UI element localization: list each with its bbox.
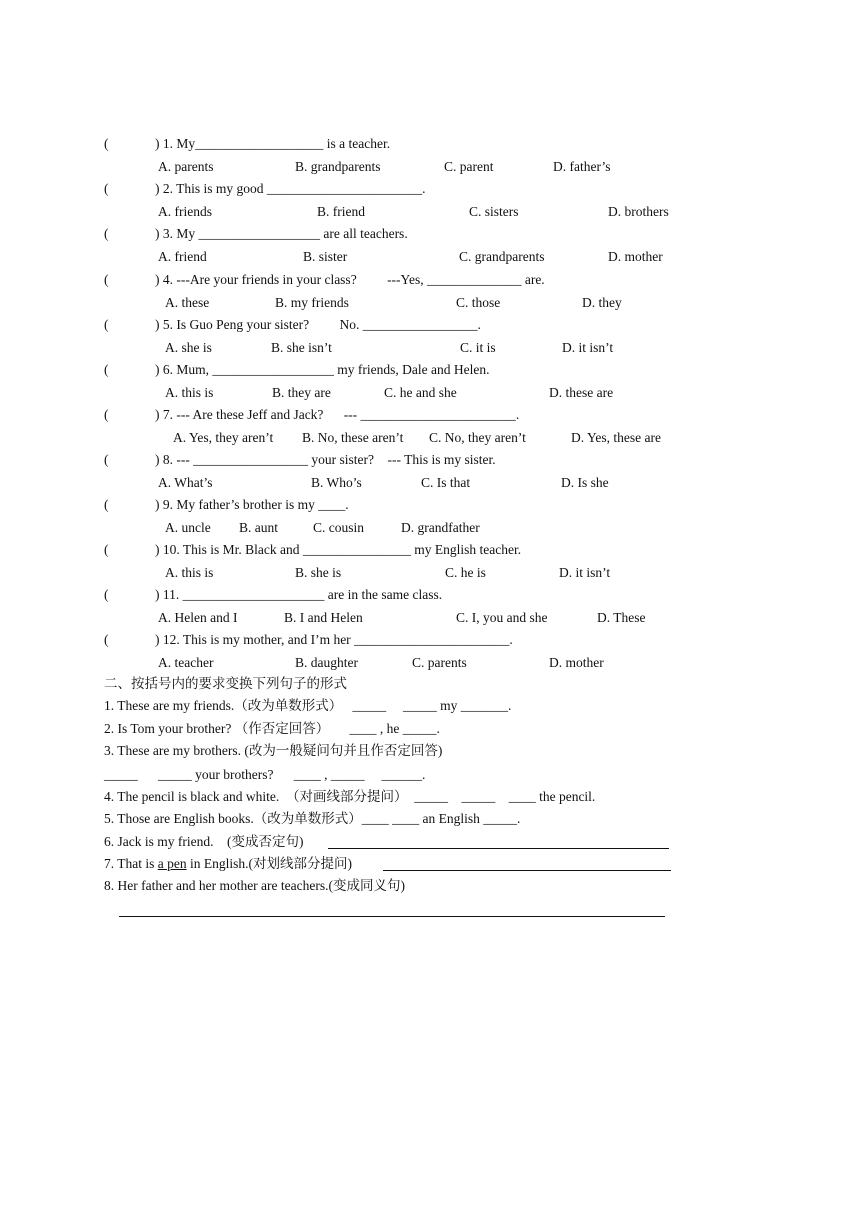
- option-a[interactable]: A. Yes, they aren’t: [173, 430, 274, 445]
- question-num: ) 3. My: [155, 226, 196, 241]
- question-blank[interactable]: ___________________: [195, 136, 324, 151]
- option-d[interactable]: D. it isn’t: [559, 565, 611, 580]
- question-blank[interactable]: ____: [314, 497, 346, 512]
- option-c[interactable]: C. I, you and she: [456, 610, 548, 625]
- option-a[interactable]: A. friends: [158, 204, 212, 219]
- option-c[interactable]: C. he is: [445, 565, 486, 580]
- option-b[interactable]: B. friend: [317, 204, 365, 219]
- question-paren: (: [104, 587, 109, 602]
- transform-item-6: 6. Jack is my friend. (变成否定句): [104, 834, 304, 849]
- question-blank[interactable]: ________________: [299, 542, 411, 557]
- question-9: [155, 497, 349, 513]
- option-c[interactable]: C. he and she: [384, 385, 457, 400]
- question-7: [155, 407, 519, 423]
- question-12: [155, 632, 513, 648]
- question-tail: .: [345, 497, 349, 512]
- option-a[interactable]: A. this is: [165, 385, 214, 400]
- question-num: ) 11.: [155, 587, 180, 602]
- question-blank[interactable]: ---Yes, ______________: [356, 272, 522, 287]
- question-paren: (: [104, 181, 109, 196]
- question-blank[interactable]: _______________________: [350, 632, 510, 647]
- option-d[interactable]: D. mother: [608, 249, 663, 264]
- question-paren: (: [104, 226, 109, 241]
- option-d[interactable]: D. mother: [549, 655, 604, 670]
- answer-line-7: [383, 870, 671, 871]
- question-blank[interactable]: _______________________: [263, 181, 423, 196]
- option-d[interactable]: D. father’s: [553, 159, 611, 174]
- option-d[interactable]: D. these are: [549, 385, 614, 400]
- question-num: ) 12. This is my mother, and I’m her: [155, 632, 351, 647]
- question-paren: (: [104, 542, 109, 557]
- question-blank[interactable]: No. _________________: [309, 317, 478, 332]
- question-2: [155, 181, 426, 197]
- option-d[interactable]: D. brothers: [608, 204, 669, 219]
- question-blank[interactable]: __________________: [209, 362, 334, 377]
- transform-item-5: 5. Those are English books.（改为单数形式）____ ____ an English _____.: [104, 811, 521, 826]
- option-b[interactable]: B. they are: [272, 385, 331, 400]
- question-paren: (: [104, 632, 109, 647]
- option-c[interactable]: C. those: [456, 295, 501, 310]
- question-tail: my English teacher.: [410, 542, 522, 557]
- option-a[interactable]: A. uncle: [165, 520, 211, 535]
- option-d[interactable]: D. it isn’t: [562, 340, 614, 355]
- option-c[interactable]: C. it is: [460, 340, 496, 355]
- question-3: [155, 226, 408, 242]
- option-d[interactable]: D. Is she: [561, 475, 609, 490]
- question-paren: (: [104, 362, 109, 377]
- option-a[interactable]: A. parents: [158, 159, 214, 174]
- answer-line-6: [328, 848, 669, 849]
- option-c[interactable]: C. cousin: [313, 520, 365, 535]
- question-tail: my friends, Dale and Helen.: [333, 362, 490, 377]
- option-a[interactable]: A. Helen and I: [158, 610, 238, 625]
- transform-item-4: 4. The pencil is black and white. （对画线部分提问） _____ _____ ____ the pencil.: [104, 789, 596, 804]
- question-num: ) 8. ---: [155, 452, 190, 467]
- transform-item-3: 3. These are my brothers. (改为一般疑问句并且作否定回答): [104, 743, 443, 758]
- option-b[interactable]: B. No, these aren’t: [302, 430, 404, 445]
- question-num: ) 6. Mum,: [155, 362, 209, 377]
- option-b[interactable]: B. daughter: [295, 655, 358, 670]
- question-tail: are in the same class.: [324, 587, 443, 602]
- option-a[interactable]: A. friend: [158, 249, 207, 264]
- question-blank[interactable]: --- _______________________: [323, 407, 516, 422]
- question-paren: (: [104, 407, 109, 422]
- option-b[interactable]: B. she is: [295, 565, 342, 580]
- transform-item-7: 7. That is a pen in English.(对划线部分提问): [104, 856, 352, 871]
- option-a[interactable]: A. these: [165, 295, 210, 310]
- question-4: [155, 272, 545, 288]
- question-tail: .: [515, 407, 520, 422]
- question-5: [155, 317, 481, 333]
- question-num: ) 5. Is Guo Peng your sister?: [155, 317, 310, 332]
- answer-line-8: [119, 916, 665, 917]
- question-11: [155, 587, 442, 603]
- transform-item-2: 2. Is Tom your brother? （作否定回答） ____ , he _____.: [104, 721, 440, 736]
- question-tail: .: [509, 632, 513, 647]
- option-d[interactable]: D. they: [582, 295, 622, 310]
- option-b[interactable]: B. I and Helen: [284, 610, 363, 625]
- question-num: ) 9. My father’s brother is my: [155, 497, 315, 512]
- question-num: ) 4. ---Are your friends in your class?: [155, 272, 357, 287]
- option-c[interactable]: C. parents: [412, 655, 467, 670]
- question-num: ) 1. My: [155, 136, 196, 151]
- option-a[interactable]: A. she is: [165, 340, 212, 355]
- question-10: [155, 542, 521, 558]
- option-b[interactable]: B. my friends: [275, 295, 349, 310]
- option-b[interactable]: B. she isn’t: [271, 340, 332, 355]
- question-8: [155, 452, 496, 468]
- option-d[interactable]: D. These: [597, 610, 646, 625]
- question-paren: (: [104, 317, 109, 332]
- question-blank[interactable]: _____________________: [179, 587, 325, 602]
- option-c[interactable]: C. sisters: [469, 204, 519, 219]
- question-tail: .: [422, 181, 426, 196]
- option-a[interactable]: A. teacher: [158, 655, 214, 670]
- question-6: [155, 362, 489, 378]
- option-c[interactable]: C. No, they aren’t: [429, 430, 526, 445]
- question-tail: are all teachers.: [320, 226, 408, 241]
- question-num: ) 2. This is my good: [155, 181, 264, 196]
- option-d[interactable]: D. grandfather: [401, 520, 480, 535]
- section-2-heading: 二、按括号内的要求变换下列句子的形式: [104, 676, 347, 691]
- question-1: [155, 136, 390, 152]
- option-b[interactable]: B. grandparents: [295, 159, 381, 174]
- option-c[interactable]: C. Is that: [421, 475, 471, 490]
- question-blank[interactable]: __________________: [195, 226, 320, 241]
- question-paren: (: [104, 497, 109, 512]
- question-tail: your sister? --- This is my sister.: [307, 452, 496, 467]
- option-d[interactable]: D. Yes, these are: [571, 430, 661, 445]
- question-num: ) 7. --- Are these Jeff and Jack?: [155, 407, 324, 422]
- question-tail: is a teacher.: [323, 136, 391, 151]
- underlined-phrase: a pen: [157, 856, 187, 871]
- question-paren: (: [104, 452, 109, 467]
- question-paren: (: [104, 136, 109, 151]
- question-tail: .: [477, 317, 481, 332]
- option-a[interactable]: A. this is: [165, 565, 214, 580]
- transform-item-1: 1. These are my friends.（改为单数形式） _____ _____ my _______.: [104, 698, 512, 713]
- question-tail: are.: [521, 272, 545, 287]
- option-b[interactable]: B. sister: [303, 249, 348, 264]
- option-c[interactable]: C. parent: [444, 159, 494, 174]
- question-paren: (: [104, 272, 109, 287]
- question-num: ) 10. This is Mr. Black and: [155, 542, 300, 557]
- transform-item-8: 8. Her father and her mother are teachers.(变成同义句): [104, 878, 405, 893]
- option-b[interactable]: B. Who’s: [311, 475, 362, 490]
- option-a[interactable]: A. What’s: [158, 475, 213, 490]
- transform-item-3-answer: _____ _____ your brothers? ____ , _____ ______.: [104, 767, 426, 782]
- option-c[interactable]: C. grandparents: [459, 249, 545, 264]
- question-blank[interactable]: _________________: [189, 452, 308, 467]
- option-b[interactable]: B. aunt: [239, 520, 278, 535]
